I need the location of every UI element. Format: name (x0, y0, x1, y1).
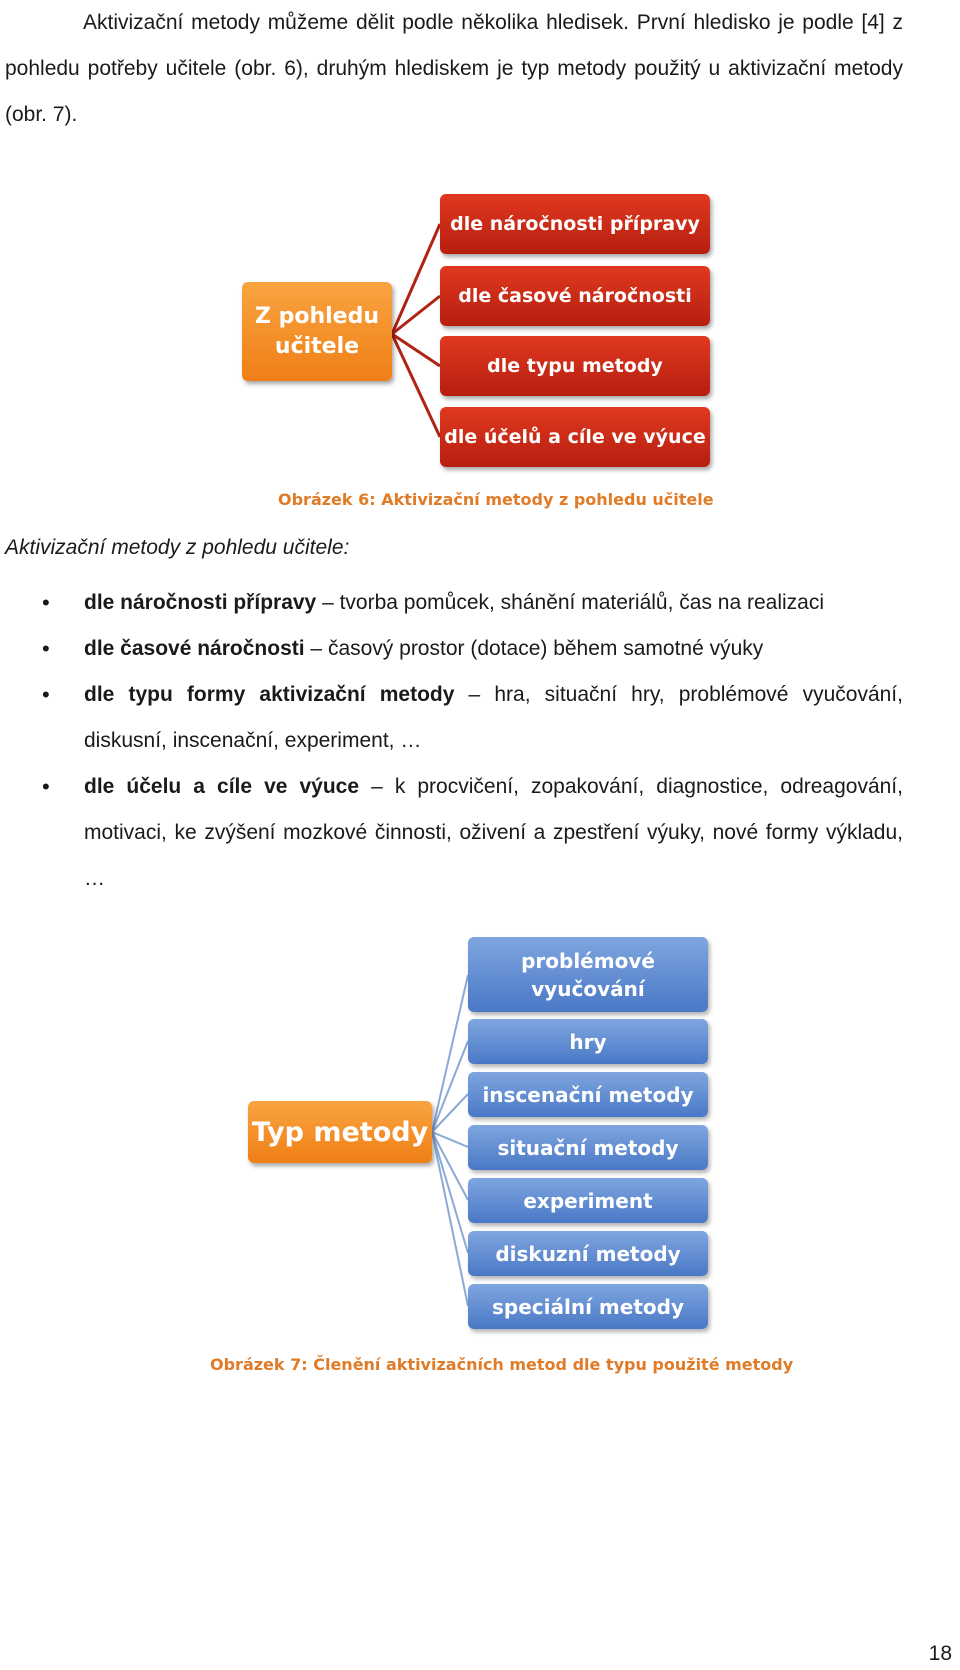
page-number: 18 (928, 1642, 952, 1665)
connector-line (432, 1132, 468, 1147)
figure6-branch-node: dle náročnosti přípravy (440, 194, 710, 254)
connector-line (432, 1132, 468, 1306)
figure7-branch-node: diskuzní metody (468, 1231, 708, 1276)
connector-line (432, 1094, 468, 1132)
connector-line (432, 1132, 468, 1253)
figure6-branch-node: dle typu metody (440, 336, 710, 396)
figure7-branch-node: experiment (468, 1178, 708, 1223)
list-item: • dle náročnosti přípravy – tvorba pomůcek, shánění materiálů, čas na realizaci (0, 580, 903, 626)
figure7-branch-node: hry (468, 1019, 708, 1064)
figure6-branch-node: dle časové náročnosti (440, 266, 710, 326)
list-heading: Aktivizační metody z pohledu učitele: (5, 536, 350, 559)
list-item: • dle typu formy aktivizační metody – hra, situační hry, problémové vyučování, diskusní, inscenační, experiment, … (0, 672, 903, 764)
figure6-caption: Obrázek 6: Aktivizační metody z pohledu učitele (278, 490, 714, 509)
list-item: • dle účelu a cíle ve výuce – k procvičení, zopakování, diagnostice, odreagování, motivaci, ke zvýšení mozkové činnosti, oživení a zpestření výuky, nové formy výkladu, … (0, 764, 903, 902)
figure7-branch-node: speciální metody (468, 1284, 708, 1329)
figure7-branch-node: problémové vyučování (468, 937, 708, 1012)
figure7-root-node: Typ metody (248, 1101, 432, 1163)
intro-paragraph: Aktivizační metody můžeme dělit podle několika hledisek. První hledisko je podle [4] z pohledu potřeby učitele (obr. 6), druhým hlediskem je typ metody použitý u aktivizační metody (obr. 7). (5, 11, 903, 126)
figure7-caption: Obrázek 7: Členění aktivizačních metod dle typu použité metody (210, 1355, 794, 1374)
figure7-branch-node: inscenační metody (468, 1072, 708, 1117)
figure6-root-node: Z pohledu učitele (242, 282, 392, 381)
list-item: • dle časové náročnosti – časový prostor (dotace) během samotné výuky (0, 626, 903, 672)
figure6-branch-node: dle účelů a cíle ve výuce (440, 407, 710, 467)
figure7-branch-node: situační metody (468, 1125, 708, 1170)
